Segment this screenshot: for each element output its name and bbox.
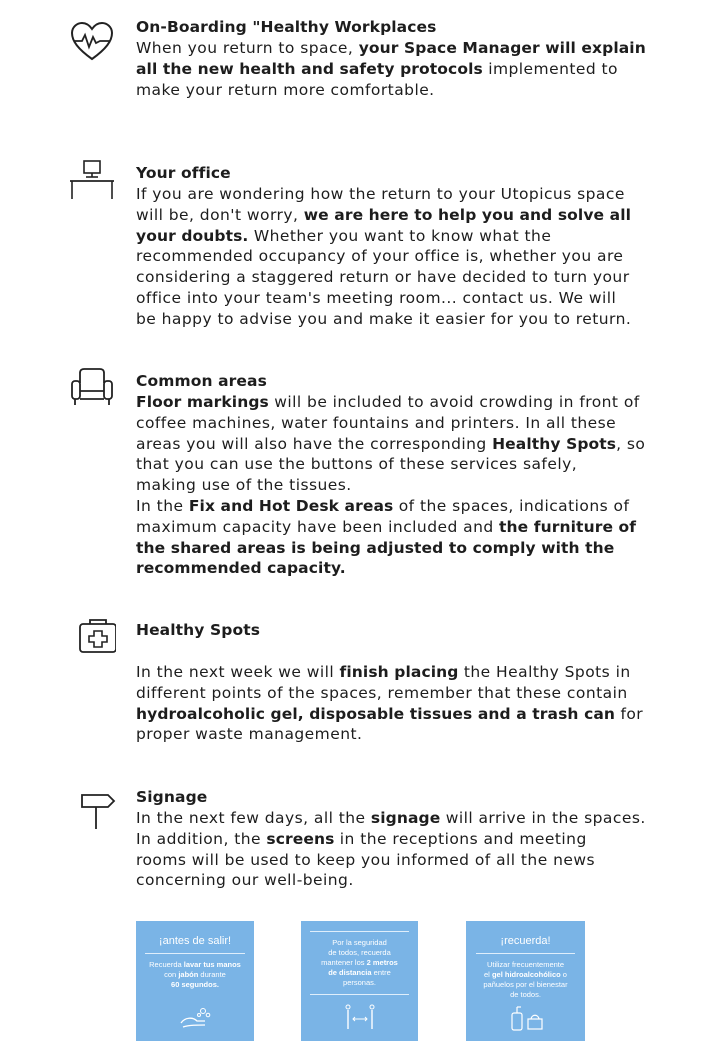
text-run: in the receptions and meeting [334, 829, 587, 848]
text-run: Utilizar frecuentemente [486, 960, 565, 969]
text-line [136, 517, 676, 538]
text-run: for [615, 704, 644, 723]
section-body [136, 184, 676, 330]
text-run: o [560, 970, 567, 979]
text-line [136, 683, 676, 704]
text-line [136, 80, 676, 101]
poster-body [136, 960, 254, 990]
hand-washing-icon [136, 1003, 254, 1031]
text-run: of the spaces, indications of [393, 496, 630, 515]
bold-text: the furniture of [499, 517, 637, 536]
text-run: will be, don't worry, [136, 205, 304, 224]
text-line [146, 970, 244, 980]
section-text [136, 163, 676, 330]
text-line [136, 454, 676, 475]
text-run: proper waste management. [136, 725, 363, 744]
bold-text: Healthy Spots [492, 434, 617, 453]
text-run: recommended occupancy of your office is, whether you are [136, 247, 624, 266]
bold-text: 60 segundos. [171, 980, 219, 989]
text-line [311, 938, 408, 948]
text-line [136, 538, 676, 559]
text-run: maximum capacity have been included and [136, 517, 500, 536]
text-line [136, 724, 676, 745]
bold-text: your Space Manager will explain [358, 39, 646, 57]
text-run: will arrive in the spaces. [440, 809, 646, 827]
text-run: durante [198, 970, 226, 979]
text-line [136, 434, 676, 455]
text-line [136, 226, 676, 247]
heart-pulse-icon [68, 19, 116, 63]
text-line [311, 978, 408, 988]
text-run: entre [371, 968, 391, 977]
text-line [136, 704, 676, 725]
poster-gel-reminder [466, 921, 585, 1041]
text-run: personas. [343, 978, 376, 987]
bold-text: your doubts. [136, 226, 249, 245]
text-line [136, 288, 676, 309]
text-run: el [484, 970, 492, 979]
section-title: Signage [136, 788, 208, 806]
text-line [136, 309, 676, 330]
text-line [136, 205, 676, 226]
text-line [476, 970, 575, 980]
text-run: When you return to space, [136, 39, 359, 57]
desk-computer-icon [68, 157, 116, 201]
bold-text: hydroalcoholic gel, disposable tissues and a trash can [136, 704, 616, 723]
text-line [136, 870, 676, 891]
signpost-icon [68, 789, 116, 833]
text-run: that you can use the buttons of these services safely, [136, 455, 578, 474]
section-body [136, 38, 676, 100]
text-run: Whether you want to know what the [248, 226, 552, 245]
poster-title: ¡recuerda! [500, 935, 551, 947]
poster-divider [476, 953, 576, 954]
text-run: concerning our well-being. [136, 871, 354, 890]
text-line [136, 59, 676, 80]
section-title: Common areas [136, 372, 267, 390]
text-line [311, 948, 408, 958]
bold-text: Fix and Hot Desk areas [188, 496, 394, 515]
section-title: Healthy Spots [136, 621, 261, 639]
text-line [136, 246, 676, 267]
bold-text: Floor markings [136, 393, 269, 411]
poster-social-distance [301, 921, 418, 1041]
text-run: In the [136, 496, 189, 515]
gel-tissues-icon [466, 1003, 585, 1031]
section-text [136, 17, 676, 100]
section-text [136, 371, 676, 579]
text-line [136, 808, 676, 829]
section-text [136, 787, 676, 891]
poster-body [301, 938, 418, 988]
section-title: Your office [136, 164, 231, 182]
text-line [136, 267, 676, 288]
text-run: different points of the spaces, remember that these contain [136, 683, 628, 702]
spacer [136, 641, 676, 662]
bold-text: finish placing [339, 663, 459, 681]
text-line [146, 980, 244, 990]
text-run: Por la seguridad [332, 938, 387, 947]
section-body [136, 392, 676, 579]
text-run: considering a staggered return or have decided to turn your [136, 268, 630, 287]
first-aid-kit-icon [68, 616, 116, 660]
text-line [146, 960, 244, 970]
bold-text: screens [266, 829, 335, 848]
text-run: pañuelos por el bienestar [483, 980, 568, 989]
text-line [136, 558, 676, 579]
text-line [136, 496, 676, 517]
text-line [476, 960, 575, 970]
text-run: will be included to avoid crowding in front of [268, 393, 640, 411]
text-run: In the next week we will [136, 663, 340, 681]
text-line [476, 980, 575, 990]
armchair-icon [68, 365, 116, 409]
bold-text: signage [370, 809, 441, 827]
text-run: making use of the tissues. [136, 476, 352, 495]
text-line [136, 184, 676, 205]
bold-text: gel hidroalcohólico [491, 970, 561, 979]
bold-text: 2 metros [366, 958, 398, 967]
bold-text: we are here to help you and solve all [303, 205, 632, 224]
text-run: rooms will be used to keep you informed of all the news [136, 850, 595, 869]
bold-text: de distancia [328, 968, 372, 977]
text-run: the Healthy Spots in [458, 663, 631, 681]
text-line [476, 990, 575, 1000]
text-run: de todos. [510, 990, 541, 999]
text-run: areas you will also have the corresponding [136, 434, 493, 453]
text-run: Recuerda [149, 960, 184, 969]
text-line [136, 413, 676, 434]
text-run: office into your team's meeting room... contact us. We will [136, 288, 617, 307]
text-run: , so [616, 434, 646, 453]
section-text [136, 620, 676, 745]
text-run: implemented to [482, 59, 618, 78]
text-run: make your return more comfortable. [136, 80, 435, 99]
signage-posters [0, 921, 713, 1043]
text-line [136, 662, 676, 683]
text-line [136, 392, 676, 413]
social-distance-icon [301, 1003, 418, 1031]
poster-divider [310, 931, 408, 932]
text-run: con [164, 970, 179, 979]
text-line [136, 850, 676, 871]
poster-title: ¡antes de salir! [158, 935, 232, 947]
text-line [311, 958, 408, 968]
text-run: de todos, recuerda [328, 948, 391, 957]
section-body [136, 808, 676, 891]
bold-text: lavar tus manos [183, 960, 241, 969]
text-run: In the next few days, all the [136, 809, 371, 827]
poster-divider [145, 953, 244, 954]
section-title: On-Boarding "Healthy Workplaces [136, 18, 437, 36]
text-line [311, 968, 408, 978]
poster-body [466, 960, 585, 1000]
text-line [136, 475, 676, 496]
section-body [136, 662, 676, 745]
text-run: In addition, the [136, 829, 267, 848]
bold-text: jabón [178, 970, 199, 979]
text-run: mantener los [321, 958, 367, 967]
text-run: coffee machines, water fountains and printers. In all these [136, 413, 617, 432]
bold-text: all the new health and safety protocols [136, 59, 483, 78]
poster-divider [310, 994, 408, 995]
bold-text: the shared areas is being adjusted to comply with the [136, 538, 615, 557]
text-run: If you are wondering how the return to your Utopicus space [136, 185, 625, 203]
text-run: be happy to advise you and make it easier for you to return. [136, 309, 632, 328]
bold-text: recommended capacity. [136, 559, 346, 578]
poster-hand-washing [136, 921, 254, 1041]
text-line [136, 829, 676, 850]
text-line [136, 38, 676, 59]
